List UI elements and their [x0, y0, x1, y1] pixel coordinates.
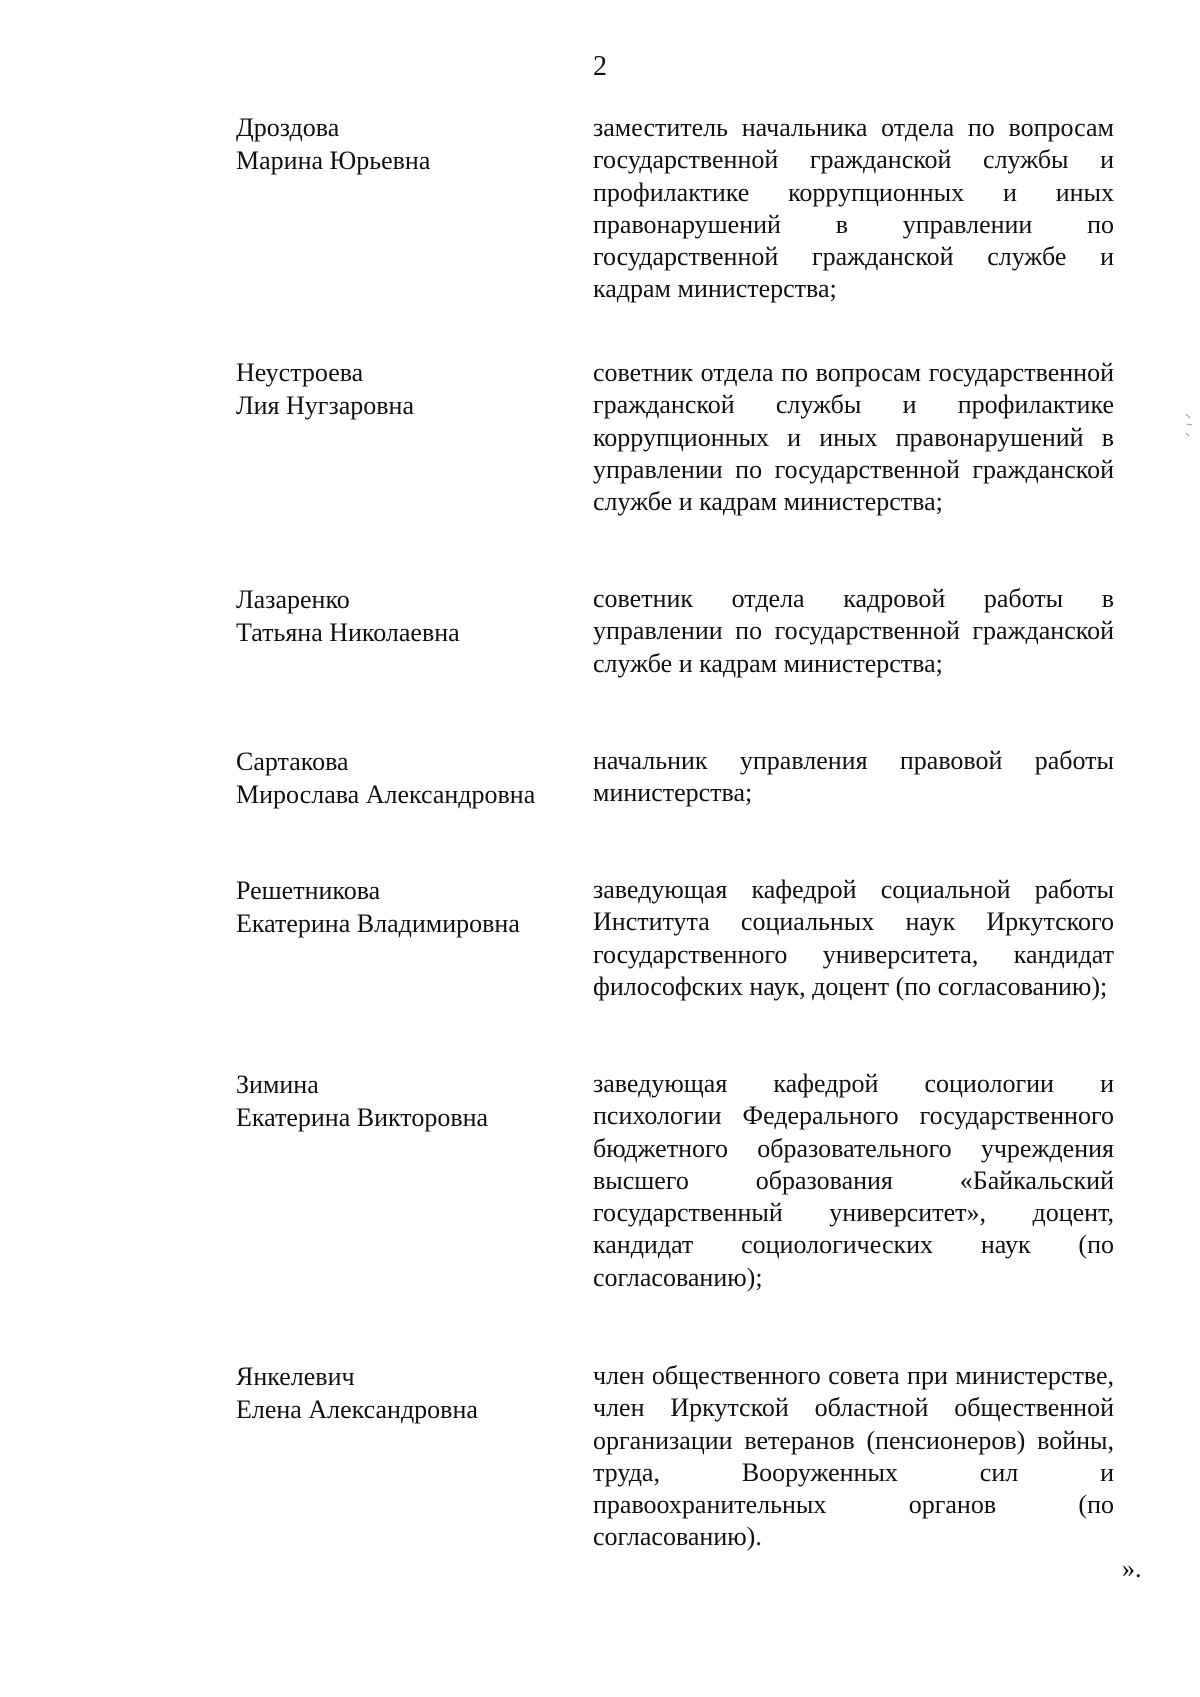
member-position: член общественного совета при министерстве, член Иркутской областной общественной организации ветеранов (пенсионеров) войны, труда, Вооруженных сил и правоохранительных органов (по согласованию). — [593, 1361, 1114, 1552]
member-given-names: Марина Юрьевна — [236, 146, 431, 175]
member-position: заведующая кафедрой социальной работы Института социальных наук Иркутского государственного университета, кандидат философских наук, доцент (по согласованию); — [593, 875, 1114, 1001]
member-given-names: Лия Нугзаровна — [236, 391, 414, 420]
member-name — [236, 583, 576, 649]
member-name — [236, 874, 576, 940]
closing-quote-mark: ». — [1122, 1554, 1142, 1583]
member-position: начальник управления правовой работы министерства; — [593, 746, 1114, 808]
member-position: заведующая кафедрой социологии и психологии Федерального государственного бюджетного образовательного учреждения высшего образования «Байкальский государственный университет», доцент, кандидат социологических наук (по согласованию); — [593, 1069, 1114, 1292]
member-given-names: Екатерина Викторовна — [236, 1103, 489, 1132]
member-surname: Зимина — [236, 1070, 319, 1099]
member-surname: Решетникова — [236, 876, 381, 905]
member-name — [236, 745, 576, 811]
member-surname: Янкелевич — [236, 1362, 355, 1391]
member-given-names: Татьяна Николаевна — [236, 618, 460, 647]
page-number: 2 — [593, 51, 607, 82]
member-name — [236, 1360, 576, 1426]
member-given-names: Елена Александровна — [236, 1395, 478, 1424]
member-given-names: Мирослава Александровна — [236, 780, 536, 809]
member-surname: Сартакова — [236, 747, 349, 776]
member-surname: Лазаренко — [236, 585, 350, 614]
member-name — [236, 1068, 576, 1134]
member-position: советник отдела кадровой работы в управлении по государственной гражданской службе и кадрам министерства; — [593, 584, 1114, 678]
member-name — [236, 111, 576, 177]
member-position: заместитель начальника отдела по вопросам государственной гражданской службы и профилактике коррупционных и иных правонарушений в управлении по государственной гражданской службе и кадрам министерства; — [593, 113, 1114, 304]
member-surname: Дроздова — [236, 113, 340, 142]
member-surname: Неустроева — [236, 358, 364, 387]
member-name — [236, 356, 576, 422]
scan-margin-mark — [1184, 412, 1194, 438]
member-position: советник отдела по вопросам государственной гражданской службы и профилактике коррупционных и иных правонарушений в управлении по государственной гражданской службе и кадрам министерства; — [593, 358, 1114, 517]
member-given-names: Екатерина Владимировна — [236, 909, 520, 938]
